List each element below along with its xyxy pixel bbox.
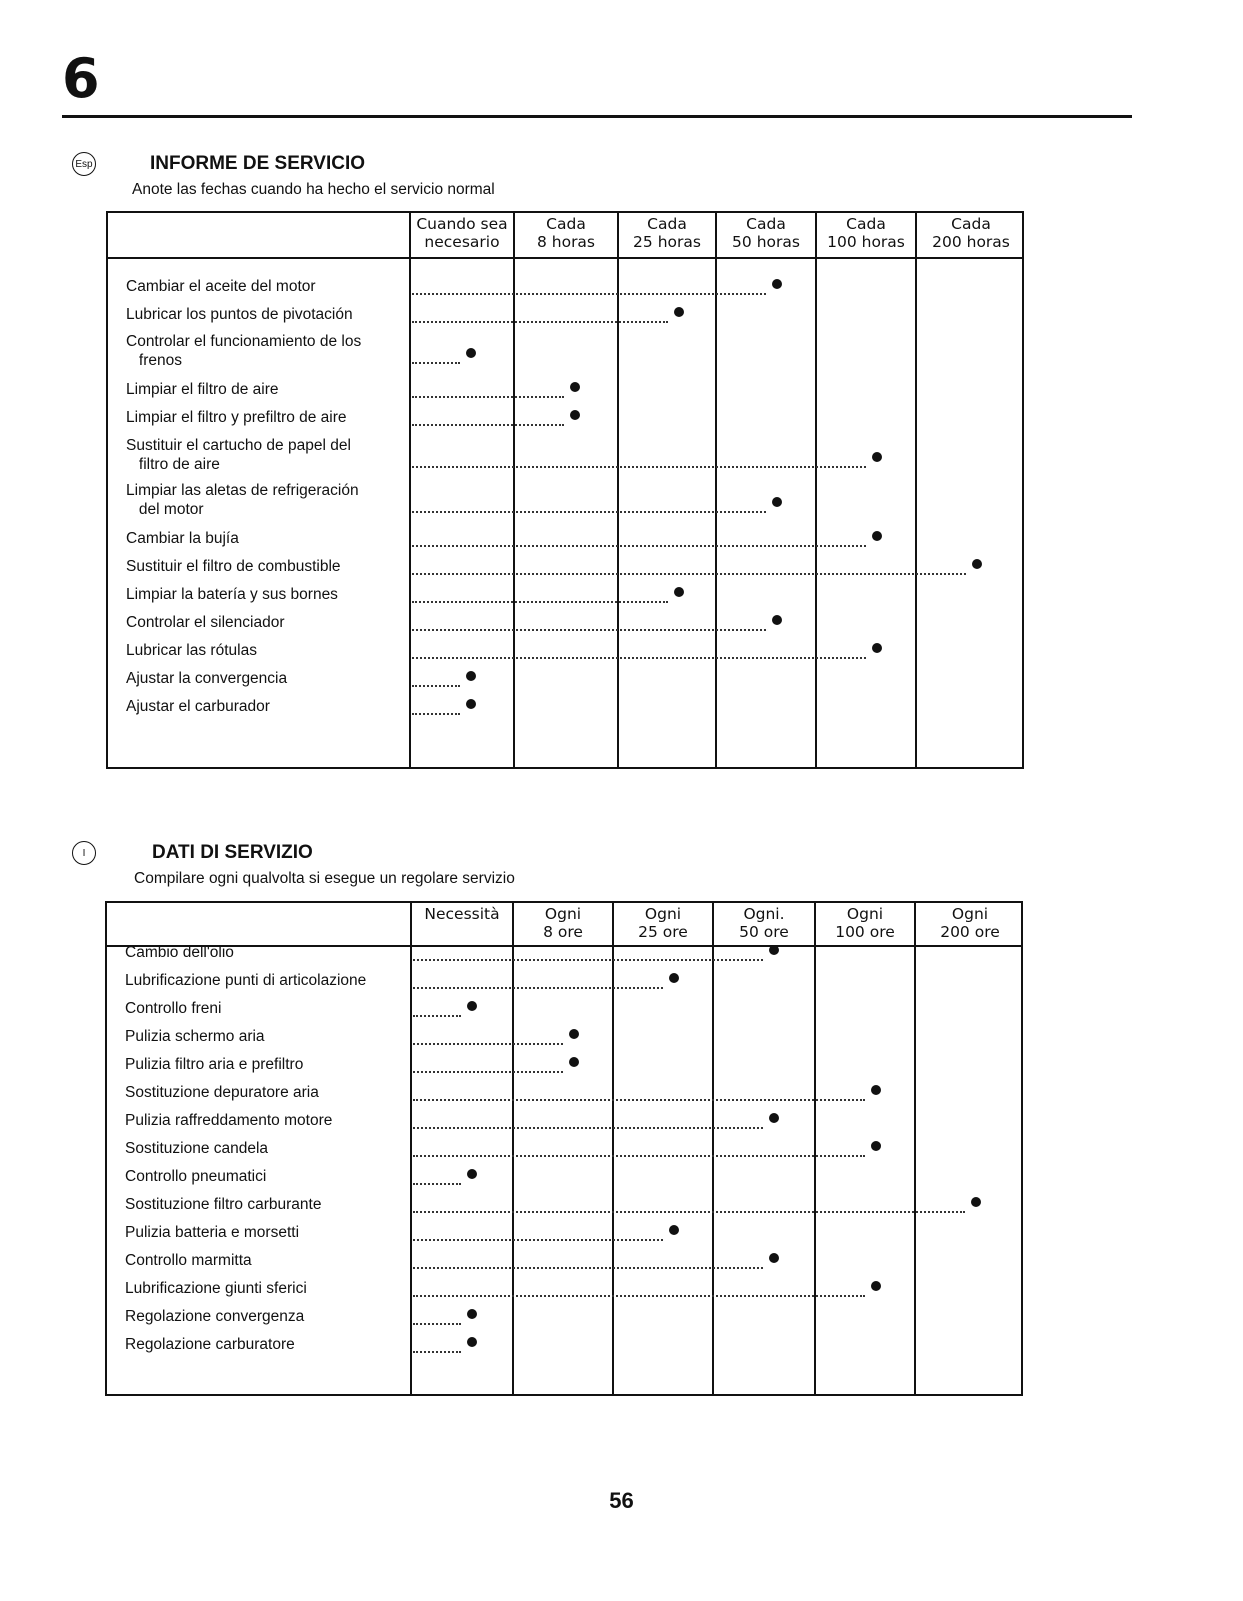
column-header: Cuando sea necesario xyxy=(416,215,508,251)
chapter-number: 6 xyxy=(62,47,100,110)
dot-leader xyxy=(413,1295,865,1297)
dot-leader xyxy=(413,1211,965,1213)
dot-leader xyxy=(412,466,866,468)
column-divider xyxy=(715,213,717,767)
column-divider xyxy=(617,213,619,767)
interval-marker-icon xyxy=(467,1309,477,1319)
task-label: Limpiar el filtro y prefiltro de aire xyxy=(126,409,347,426)
dot-leader xyxy=(413,1099,865,1101)
dot-leader xyxy=(413,1323,461,1325)
task-label: Sostituzione candela xyxy=(125,1140,269,1157)
header-divider xyxy=(108,257,1022,259)
dot-leader xyxy=(412,573,966,575)
task-label: Ajustar la convergencia xyxy=(126,670,288,687)
task-label: Lubricar las rótulas xyxy=(126,642,257,659)
dot-leader xyxy=(412,601,668,603)
interval-marker-icon xyxy=(871,1281,881,1291)
interval-marker-icon xyxy=(871,1085,881,1095)
interval-marker-icon xyxy=(972,559,982,569)
column-header: Cada 8 horas xyxy=(536,215,596,251)
dot-leader xyxy=(413,1267,763,1269)
header-rule xyxy=(62,115,1132,118)
column-header: Cada 50 horas xyxy=(732,215,800,251)
task-label: Regolazione carburatore xyxy=(125,1336,295,1353)
interval-marker-icon xyxy=(467,1169,477,1179)
task-label: Pulizia schermo aria xyxy=(125,1028,265,1045)
task-label: Pulizia filtro aria e prefiltro xyxy=(125,1056,304,1073)
task-label: Controllo marmitta xyxy=(125,1252,252,1269)
task-label: Controlar el silenciador xyxy=(126,614,285,631)
column-divider xyxy=(915,213,917,767)
interval-marker-icon xyxy=(872,531,882,541)
task-label: Sustituir el cartucho de papel del filtro de aire xyxy=(126,437,351,473)
interval-marker-icon xyxy=(772,497,782,507)
task-label: Sostituzione filtro carburante xyxy=(125,1196,322,1213)
dot-leader xyxy=(412,321,668,323)
section-subtitle: Compilare ogni qualvolta si esegue un regolare servizio xyxy=(134,870,515,887)
column-header: Ogni 100 ore xyxy=(835,905,895,941)
interval-marker-icon xyxy=(467,1001,477,1011)
column-header: Cada 100 horas xyxy=(827,215,905,251)
task-label: Pulizia raffreddamento motore xyxy=(125,1112,333,1129)
interval-marker-icon xyxy=(570,410,580,420)
interval-marker-icon xyxy=(570,382,580,392)
dot-leader xyxy=(413,1239,663,1241)
column-header: Necessità xyxy=(424,905,500,923)
column-divider xyxy=(409,213,411,767)
dot-leader xyxy=(413,1127,763,1129)
dot-leader xyxy=(413,1351,461,1353)
section-title: DATI DI SERVIZIO xyxy=(152,842,313,863)
interval-marker-icon xyxy=(971,1197,981,1207)
column-divider xyxy=(815,213,817,767)
section-title: INFORME DE SERVICIO xyxy=(150,153,366,174)
column-header: Cada 25 horas xyxy=(633,215,701,251)
dot-leader xyxy=(412,424,564,426)
dot-leader xyxy=(412,362,460,364)
column-divider xyxy=(513,213,515,767)
dot-leader xyxy=(412,713,460,715)
column-header: Ogni 200 ore xyxy=(940,905,1000,941)
dot-leader xyxy=(412,396,564,398)
dot-leader xyxy=(413,1015,461,1017)
column-header: Ogni 8 ore xyxy=(543,905,583,941)
column-divider xyxy=(512,903,514,1394)
page-number: 56 xyxy=(609,1488,634,1513)
dot-leader xyxy=(412,657,866,659)
dot-leader xyxy=(412,629,766,631)
interval-marker-icon xyxy=(466,671,476,681)
service-schedule-table xyxy=(105,901,1023,1396)
task-label: Ajustar el carburador xyxy=(126,698,270,715)
header-divider xyxy=(107,945,1021,947)
interval-marker-icon xyxy=(872,452,882,462)
task-label: Controllo pneumatici xyxy=(125,1168,267,1185)
interval-marker-icon xyxy=(674,307,684,317)
interval-marker-icon xyxy=(569,1029,579,1039)
column-divider xyxy=(712,903,714,1394)
column-header: Ogni 25 ore xyxy=(638,905,688,941)
dot-leader xyxy=(412,511,766,513)
interval-marker-icon xyxy=(871,1141,881,1151)
task-label: Sustituir el filtro de combustible xyxy=(126,558,341,575)
interval-marker-icon xyxy=(569,1057,579,1067)
task-label: Lubrificazione punti di articolazione xyxy=(125,972,367,989)
task-label: Limpiar el filtro de aire xyxy=(126,381,279,398)
task-label: Controllo freni xyxy=(125,1000,222,1017)
interval-marker-icon xyxy=(466,699,476,709)
task-label: Cambiar el aceite del motor xyxy=(126,278,316,295)
column-divider xyxy=(612,903,614,1394)
section-subtitle: Anote las fechas cuando ha hecho el servicio normal xyxy=(132,181,495,198)
dot-leader xyxy=(413,1071,563,1073)
dot-leader xyxy=(413,1183,461,1185)
task-label: Sostituzione depuratore aria xyxy=(125,1084,319,1101)
dot-leader xyxy=(413,1043,563,1045)
column-header: Ogni. 50 ore xyxy=(739,905,789,941)
column-divider xyxy=(814,903,816,1394)
language-badge-icon: I xyxy=(72,841,96,865)
dot-leader xyxy=(412,293,766,295)
column-divider xyxy=(410,903,412,1394)
dot-leader xyxy=(413,987,663,989)
task-label: Cambio dell'olio xyxy=(125,944,234,961)
interval-marker-icon xyxy=(769,1253,779,1263)
dot-leader xyxy=(413,959,763,961)
task-label: Limpiar las aletas de refrigeración del motor xyxy=(126,482,359,518)
task-label: Limpiar la batería y sus bornes xyxy=(126,586,338,603)
dot-leader xyxy=(413,1155,865,1157)
interval-marker-icon xyxy=(467,1337,477,1347)
interval-marker-icon xyxy=(674,587,684,597)
interval-marker-icon xyxy=(466,348,476,358)
interval-marker-icon xyxy=(772,279,782,289)
language-badge-icon: Esp xyxy=(72,152,96,176)
service-schedule-table xyxy=(106,211,1024,769)
interval-marker-icon xyxy=(769,945,779,955)
interval-marker-icon xyxy=(769,1113,779,1123)
task-label: Cambiar la bujía xyxy=(126,530,239,547)
column-divider xyxy=(914,903,916,1394)
interval-marker-icon xyxy=(669,1225,679,1235)
interval-marker-icon xyxy=(872,643,882,653)
dot-leader xyxy=(412,685,460,687)
task-label: Regolazione convergenza xyxy=(125,1308,305,1325)
interval-marker-icon xyxy=(669,973,679,983)
task-label: Pulizia batteria e morsetti xyxy=(125,1224,300,1241)
task-label: Lubricar los puntos de pivotación xyxy=(126,306,353,323)
task-label: Controlar el funcionamiento de los frenos xyxy=(126,333,362,369)
column-header: Cada 200 horas xyxy=(932,215,1010,251)
interval-marker-icon xyxy=(772,615,782,625)
dot-leader xyxy=(412,545,866,547)
task-label: Lubrificazione giunti sferici xyxy=(125,1280,307,1297)
